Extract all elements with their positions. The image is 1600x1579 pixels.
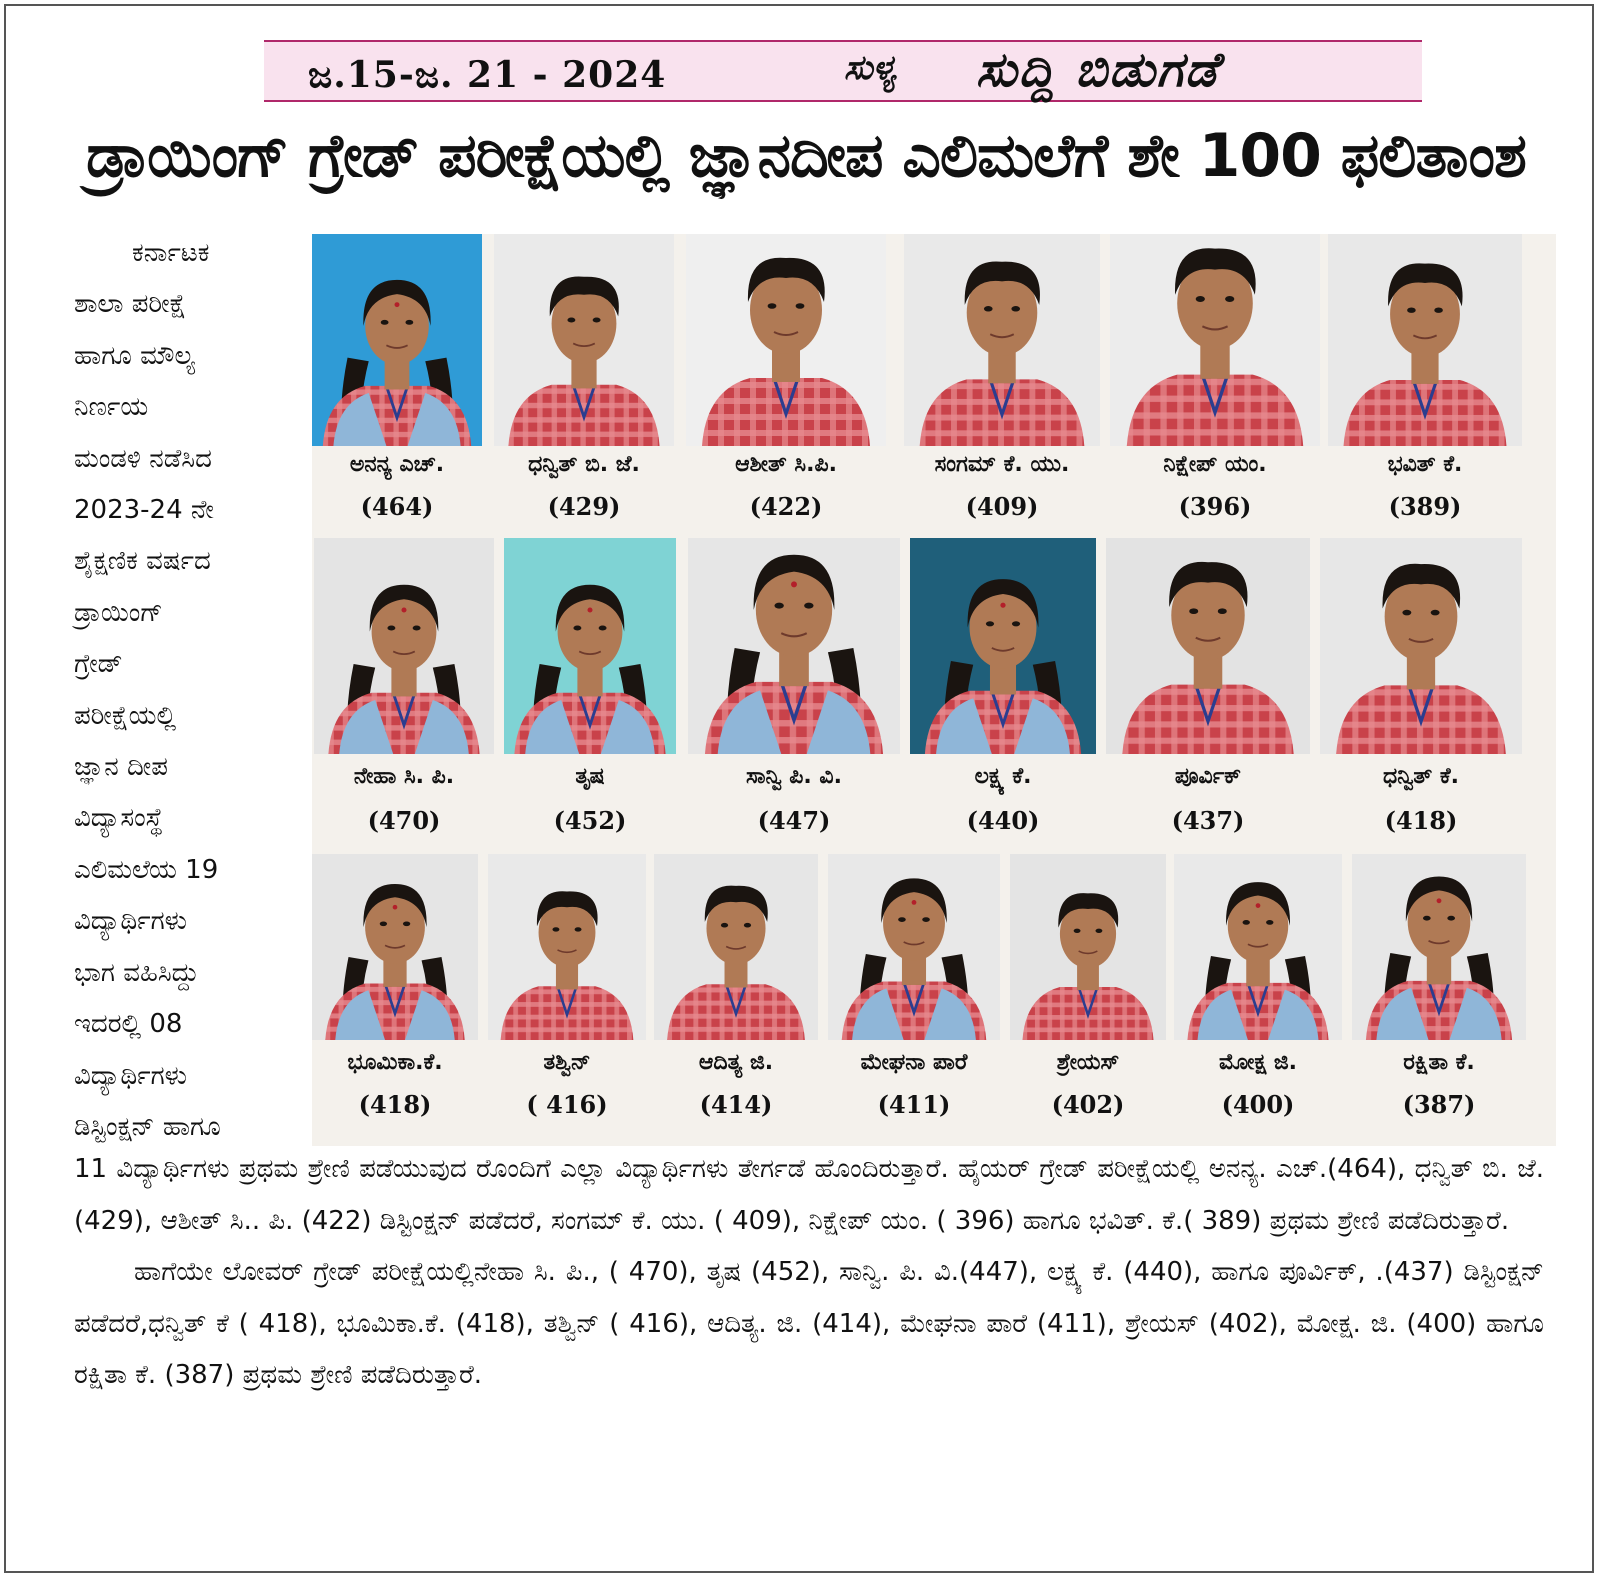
- student-photo: [1174, 854, 1342, 1040]
- student-score: (418): [1384, 806, 1458, 835]
- student-name: ಪೂರ್ವಿಕ್: [1174, 764, 1242, 789]
- student-photo: [1010, 854, 1166, 1040]
- student-photo: [504, 538, 676, 754]
- student-photo: [828, 854, 1000, 1040]
- student-name: ತಶ್ವಿನ್: [543, 1050, 591, 1075]
- student-card: [504, 538, 676, 840]
- student-score: (400): [1221, 1090, 1295, 1119]
- intro-column: [74, 228, 294, 1153]
- newspaper-clipping: [4, 4, 1594, 1573]
- student-card: [654, 854, 818, 1124]
- student-name: ತೃಷ: [575, 764, 605, 789]
- student-photo: [312, 234, 482, 446]
- student-card: [1106, 538, 1310, 840]
- issue-date: ಜ.15-ಜ. 21 - 2024: [308, 54, 667, 96]
- intro-line: ವಿದ್ಯಾರ್ಥಿಗಳು: [74, 1060, 188, 1091]
- student-score: (470): [367, 806, 441, 835]
- student-name: ಅನನ್ಯ ಎಚ್.: [349, 452, 445, 477]
- student-card: [1328, 234, 1522, 526]
- student-photo: [910, 538, 1096, 754]
- intro-line: ನಿರ್ಣಯ: [74, 392, 149, 423]
- student-name: ಭವಿತ್ ಕೆ.: [1387, 452, 1463, 477]
- student-score: (396): [1178, 492, 1252, 521]
- student-card: [828, 854, 1000, 1124]
- student-card: [312, 854, 478, 1124]
- student-photo: [312, 854, 478, 1040]
- student-name: ನೇಹಾ ಸಿ. ಪಿ.: [353, 764, 455, 789]
- student-score: (422): [749, 492, 823, 521]
- student-photo: [688, 538, 900, 754]
- student-name: ಲಕ್ಷ್ಯ ಕೆ.: [974, 764, 1032, 789]
- student-photo: [686, 234, 886, 446]
- student-card: [686, 234, 886, 526]
- intro-line: ಮಂಡಳಿ ನಡೆಸಿದ: [74, 443, 212, 474]
- intro-line: ಭಾಗ ವಹಿಸಿದ್ದು: [74, 957, 200, 988]
- student-name: ರಕ್ಷಿತಾ ಕೆ.: [1403, 1050, 1475, 1075]
- student-name: ಧನ್ವಿತ್ ಕೆ.: [1383, 764, 1459, 789]
- intro-line: 2023-24 ನೇ: [74, 495, 214, 526]
- student-photo: [1328, 234, 1522, 446]
- student-score: (389): [1388, 492, 1462, 521]
- article-body: [74, 1144, 1544, 1402]
- student-photo: [1352, 854, 1526, 1040]
- student-score: (447): [757, 806, 831, 835]
- student-card: [910, 538, 1096, 840]
- student-score: (437): [1171, 806, 1245, 835]
- intro-line: ಕರ್ನಾಟಕ: [132, 238, 210, 268]
- student-card: [488, 854, 646, 1124]
- student-photo: [1110, 234, 1320, 446]
- intro-line: ಹಾಗೂ ಮೌಲ್ಯ: [74, 340, 195, 371]
- student-name: ಮೇಘನಾ ಪಾರೆ: [860, 1050, 968, 1075]
- student-card: [1352, 854, 1526, 1124]
- student-score: (409): [965, 492, 1039, 521]
- student-score: (411): [877, 1090, 951, 1119]
- student-photo: [904, 234, 1100, 446]
- student-card: [494, 234, 674, 526]
- student-name: ನಿಕ್ಷೇಪ್ ಯಂ.: [1163, 452, 1267, 477]
- student-photo: [494, 234, 674, 446]
- masthead: [264, 40, 1422, 102]
- intro-line: ಪರೀಕ್ಷೆಯಲ್ಲಿ: [74, 700, 177, 731]
- student-card: [314, 538, 494, 840]
- student-name: ಆಶೀತ್ ಸಿ.ಪಿ.: [735, 452, 837, 477]
- student-score: (440): [966, 806, 1040, 835]
- student-card: [1174, 854, 1342, 1124]
- article-paragraph-2: ಹಾಗೆಯೇ ಲೋವರ್ ಗ್ರೇಡ್ ಪರೀಕ್ಷೆಯಲ್ಲಿನೇಹಾ ಸಿ. ಪಿ., ( 470), ತೃಷ (452), ಸಾನ್ವಿ. ಪಿ. ವಿ.(447), ಲಕ್ಷ್ಯ ಕೆ. (440), ಹಾಗೂ ಪೂರ್ವಿಕ್, .(437) ಡಿಸ್ಟಿಂಕ್ಷನ್ ಪಡೆದರೆ,ಧನ್ವಿತ್ ಕೆ ( 418), ಭೂಮಿಕಾ.ಕೆ. (418), ತಶ್ವಿನ್ ( 416), ಆದಿತ್ಯ. ಜಿ. (414), ಮೇಘನಾ ಪಾರೆ (411), ಶ್ರೇಯಸ್ (402), ಮೋಕ್ಷ. ಜಿ. (400) ಹಾಗೂ ರಕ್ಷಿತಾ ಕೆ. (387) ಪ್ರಥಮ ಶ್ರೇಣಿ ಪಡೆದಿರುತ್ತಾರೆ.: [74, 1257, 1544, 1390]
- student-score: (414): [699, 1090, 773, 1119]
- student-photo: [1106, 538, 1310, 754]
- newspaper-logo-prefix: ಸುಳ್ಯ: [844, 48, 897, 88]
- student-score: (387): [1402, 1090, 1476, 1119]
- student-score: (418): [358, 1090, 432, 1119]
- intro-line: ಶಾಲಾ ಪರೀಕ್ಷೆ: [74, 289, 187, 320]
- student-card: [904, 234, 1100, 526]
- headline: ಡ್ರಾಯಿಂಗ್ ಗ್ರೇಡ್ ಪರೀಕ್ಷೆಯಲ್ಲಿ ಜ್ಞಾನದೀಪ ಎಲಿಮಲೆಗೆ ಶೇ 100 ಫಲಿತಾಂಶ: [86, 121, 1526, 191]
- student-name: ಧನ್ವಿತ್ ಬಿ. ಜೆ.: [528, 452, 640, 477]
- student-card: [1320, 538, 1522, 840]
- student-photo: [488, 854, 646, 1040]
- student-name: ಮೋಕ್ಷ ಜಿ.: [1218, 1050, 1298, 1075]
- intro-line: ಶೈಕ್ಷಣಿಕ ವರ್ಷದ: [74, 546, 211, 577]
- intro-line: ಇದರಲ್ಲಿ 08: [74, 1009, 183, 1040]
- student-score: (429): [547, 492, 621, 521]
- intro-line: ವಿದ್ಯಾಸಂಸ್ಥೆ: [74, 803, 164, 834]
- student-photo: [314, 538, 494, 754]
- intro-line: ವಿದ್ಯಾರ್ಥಿಗಳು: [74, 906, 188, 937]
- article-paragraph-1: 11 ವಿದ್ಯಾರ್ಥಿಗಳು ಪ್ರಥಮ ಶ್ರೇಣಿ ಪಡೆಯುವುದ ರೊಂದಿಗೆ ಎಲ್ಲಾ ವಿದ್ಯಾರ್ಥಿಗಳು ತೇರ್ಗಡೆ ಹೊಂದಿರುತ್ತಾರೆ. ಹೈಯರ್ ಗ್ರೇಡ್ ಪರೀಕ್ಷೆಯಲ್ಲಿ ಅನನ್ಯ. ಎಚ್.(464), ಧನ್ವಿತ್ ಬಿ. ಜೆ. (429), ಆಶೀತ್ ಸಿ.. ಪಿ. (422) ಡಿಸ್ಟಿಂಕ್ಷನ್ ಪಡೆದರೆ, ಸಂಗಮ್ ಕೆ. ಯು. ( 409), ನಿಕ್ಷೇಪ್ ಯಂ. ( 396) ಹಾಗೂ ಭವಿತ್. ಕೆ.( 389) ಪ್ರಥಮ ಶ್ರೇಣಿ ಪಡೆದಿರುತ್ತಾರೆ.: [74, 1154, 1544, 1236]
- student-name: ಸಂಗಮ್ ಕೆ. ಯು.: [934, 452, 1070, 477]
- student-card: [1010, 854, 1166, 1124]
- student-card: [1110, 234, 1320, 526]
- intro-line: ಎಲಿಮಲೆಯ 19: [74, 854, 219, 885]
- student-photo: [654, 854, 818, 1040]
- student-name: ಆದಿತ್ಯ ಜಿ.: [698, 1050, 774, 1075]
- student-score: (464): [360, 492, 434, 521]
- student-name: ಸಾನ್ವಿ ಪಿ. ವಿ.: [746, 764, 842, 789]
- student-photo-grid: [312, 234, 1556, 1146]
- student-name: ಭೂಮಿಕಾ.ಕೆ.: [347, 1050, 443, 1075]
- intro-line: ಡಿಸ್ಟಿಂಕ್ಷನ್ ಹಾಗೂ: [74, 1111, 221, 1142]
- intro-line: ಡ್ರಾಯಿಂಗ್: [74, 597, 163, 628]
- student-card: [688, 538, 900, 840]
- student-score: (452): [553, 806, 627, 835]
- intro-line: ಜ್ಞಾನ ದೀಪ: [74, 752, 168, 783]
- student-name: ಶ್ರೇಯಸ್: [1056, 1050, 1120, 1075]
- student-score: ( 416): [526, 1090, 608, 1119]
- intro-line: ಗ್ರೇಡ್: [74, 649, 123, 680]
- newspaper-logo: ಸುದ್ದಿ ಬಿಡುಗಡೆ: [976, 42, 1220, 98]
- student-photo: [1320, 538, 1522, 754]
- student-card: [312, 234, 482, 526]
- student-score: (402): [1051, 1090, 1125, 1119]
